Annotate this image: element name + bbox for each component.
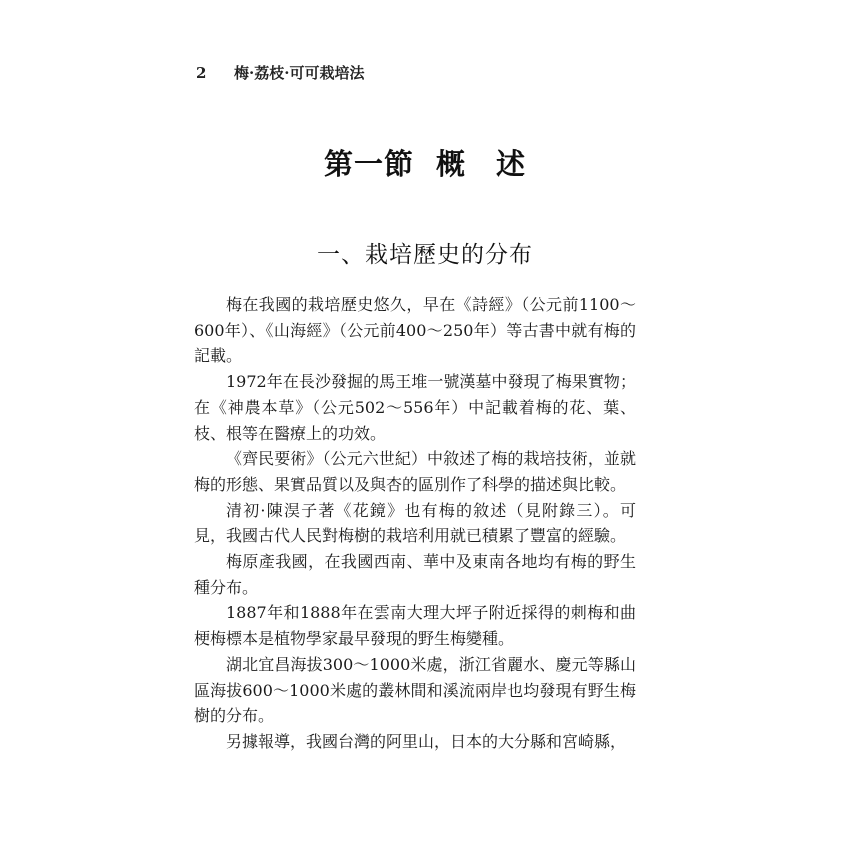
running-header bbox=[196, 62, 364, 83]
paragraph: 另據報導，我國台灣的阿里山，日本的大分縣和宮崎縣， bbox=[226, 731, 627, 751]
subsection-title: 一、栽培歷史的分布 bbox=[317, 242, 533, 268]
paragraph: 1972年在長沙發掘的馬王堆一號漢墓中發現了梅果實物；在《神農本草》（公元502～556年）中記載着梅的花、葉、枝、根等在醫療上的功效。 bbox=[194, 372, 636, 443]
paragraph: 1887年和1888年在雲南大理大坪子附近採得的刺梅和曲梗梅標本是植物學家最早發現的野生梅變種。 bbox=[194, 603, 636, 649]
paragraph: 湖北宜昌海拔300～1000米處，浙江省麗水、慶元等縣山區海拔600～1000米處的叢林間和溪流兩岸也均發現有野生梅樹的分布。 bbox=[194, 654, 636, 726]
paragraph: 梅原產我國，在我國西南、華中及東南各地均有梅的野生種分布。 bbox=[194, 552, 636, 597]
book-title: 梅·荔枝·可可栽培法 bbox=[234, 64, 365, 82]
page-number: 2 bbox=[196, 64, 207, 82]
section-name: 概 述 bbox=[436, 147, 527, 181]
body-text bbox=[194, 292, 636, 755]
section-number: 第一節 bbox=[323, 147, 414, 181]
section-title bbox=[0, 142, 850, 183]
paragraph: 清初·陳淏子著《花鏡》也有梅的敘述（見附錄三）。可見，我國古代人民對梅樹的栽培利用就已積累了豐富的經驗。 bbox=[194, 500, 636, 546]
paragraph: 梅在我國的栽培歷史悠久，早在《詩經》（公元前1100～600年）、《山海經》（公元前400～250年）等古書中就有梅的記載。 bbox=[194, 295, 636, 366]
paragraph: 《齊民要術》（公元六世紀）中敘述了梅的栽培技術，並就梅的形態、果實品質以及與杏的區別作了科學的描述與比較。 bbox=[194, 449, 636, 494]
